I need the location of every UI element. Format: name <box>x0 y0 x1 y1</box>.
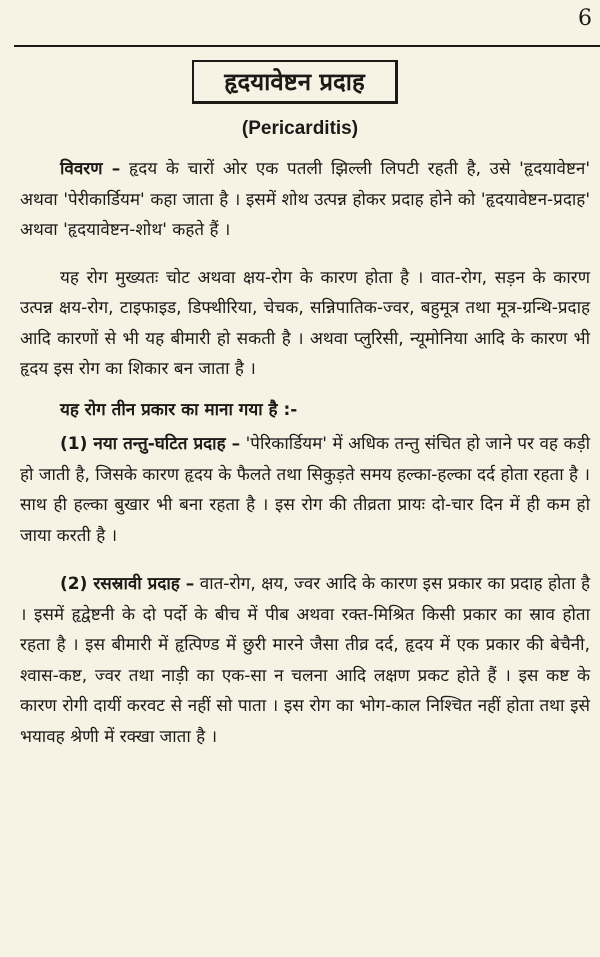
paragraph-causes: यह रोग मुख्यतः चोट अथवा क्षय-रोग के कारण होता है । वात-रोग, सड़न के कारण उत्पन्न क्षय-रोग, टाइफाइड, डिफ्थीरिया, चेचक, सन्निपातिक-ज्वर, बहुमूत्र तथा मूत्र-ग्रन्थि-प्रदाह आदि कारणों से भी यह बीमारी हो सकती है । अथवा प्लुरिसी, न्यूमोनिया आदि के कारण भी हृदय इस रोग का शिकार बन जाता है । <box>20 267 590 379</box>
description-label: विवरण – <box>60 159 121 179</box>
type-1-text: 'पेरिकार्डियम' में अधिक तन्तु संचित हो जाने पर वह कड़ी हो जाती है, जिसके कारण हृदय के फैलते तथा सिकुड़ते समय हल्का-हल्का दर्द होता रहता है । साथ ही हल्का बुखार भी बना रहता है । इस रोग की तीव्रता प्रायः दो-चार दिन में ही कम हो जाया करती है । <box>20 434 591 546</box>
paragraph-type-2 <box>20 569 590 752</box>
header-rule <box>14 45 600 47</box>
page-title: हृदयावेष्टन प्रदाह <box>224 68 365 96</box>
page-subtitle: (Pericarditis) <box>241 118 359 139</box>
paragraph-type-1 <box>20 429 590 551</box>
types-heading: यह रोग तीन प्रकार का माना गया है :- <box>60 399 298 420</box>
paragraph-description <box>20 154 590 246</box>
type-1-label: (1) नया तन्तु-घटित प्रदाह – <box>60 434 241 454</box>
description-text: हृदय के चारों ओर एक पतली झिल्ली लिपटी रहती है, उसे 'हृदयावेष्टन' अथवा 'पेरीकार्डियम' कहा जाता है । इसमें शोथ उत्पन्न होकर प्रदाह होने को 'हृदयावेष्टन-प्रदाह' अथवा 'हृदयावेष्टन-शोथ' कहते हैं । <box>20 159 590 240</box>
type-2-label: (2) रसस्रावी प्रदाह – <box>60 574 195 594</box>
page-number: 6 <box>578 6 592 31</box>
title-box <box>192 60 398 104</box>
type-2-text: वात-रोग, क्षय, ज्वर आदि के कारण इस प्रकार का प्रदाह होता है । इसमें हृद्वेष्टनी के दो पर्दो के बीच में पीब अथवा रक्त-मिश्रित किसी प्रकार का स्राव होता रहता है । इस बीमारी में हृत्पिण्ड में छुरी मारने जैसा तीव्र दर्द, हृदय में एक प्रकार की बेचैनी, श्वास-कष्ट, ज्वर तथा नाड़ी का एक-सा न चलना आदि लक्षण प्रकट होते हैं । इस कष्ट के कारण रोगी दायीं करवट से नहीं सो पाता । इस रोग का भोग-काल निश्चित नहीं होता तथा इसे भयावह श्रेणी में रक्खा जाता है । <box>20 574 590 747</box>
body-text <box>20 154 590 769</box>
